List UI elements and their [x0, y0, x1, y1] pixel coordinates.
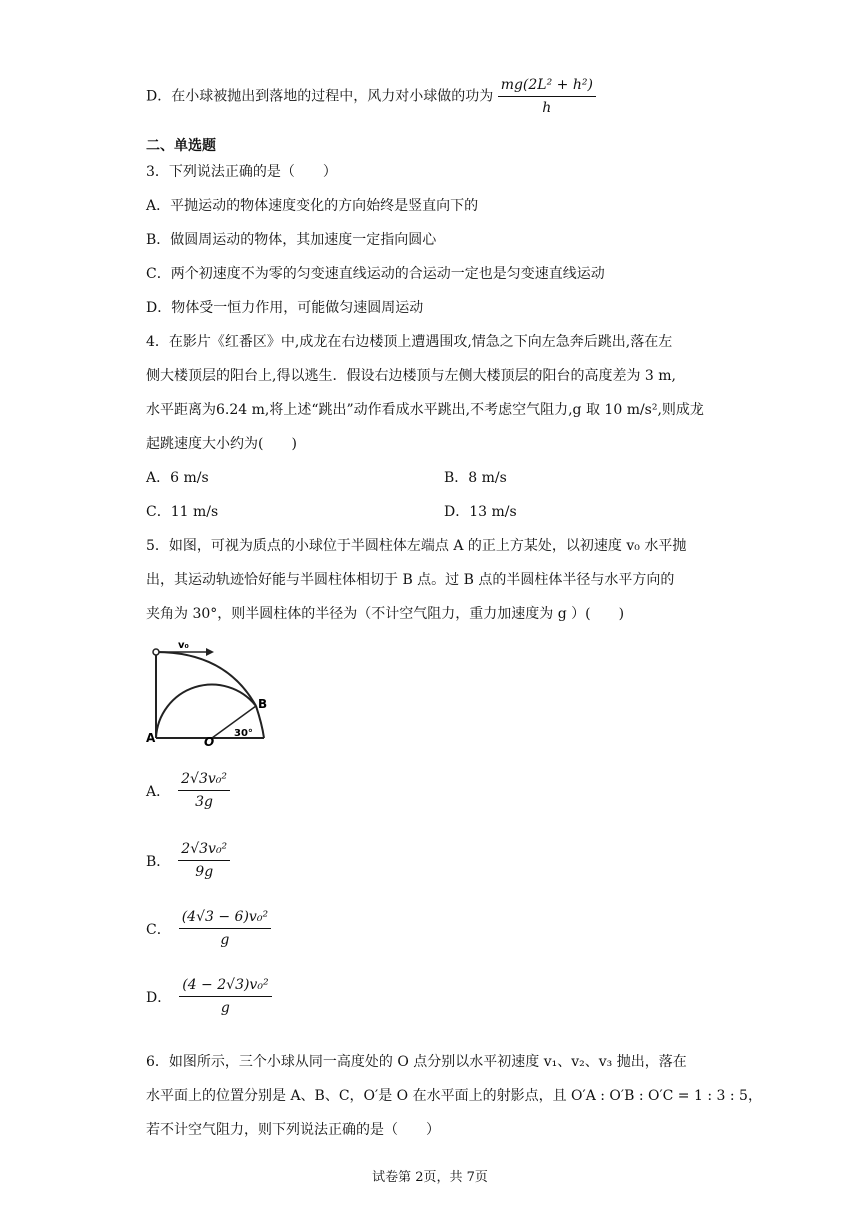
q2-option-d-fraction [498, 76, 596, 117]
q4-line-3: 水平距离为6.24 m,将上述“跳出”动作看成水平跳出,不考虑空气阻力,g 取 10 m/s²,则成龙 [146, 402, 704, 418]
velocity-arrowhead [206, 648, 214, 656]
q2-option-d-text: D．在小球被抛出到落地的过程中，风力对小球做的功为 [146, 88, 494, 105]
q5-option-b-denominator: 9g [195, 864, 214, 880]
q5-option-c-denominator: g [220, 932, 230, 948]
q5-option-a-fraction [178, 770, 230, 811]
q3-option-b: B．做圆周运动的物体，其加速度一定指向圆心 [146, 232, 437, 248]
q4-option-d: D．13 m/s [444, 504, 517, 520]
q2-option-d-numerator: mg(2L² + h²) [498, 76, 596, 97]
q5-option-a-label: A． [146, 783, 171, 800]
q5-line-3: 夹角为 30°，则半圆柱体的半径为（不计空气阻力，重力加速度为 g ）( ) [146, 606, 625, 622]
q5-option-c-fraction [179, 908, 271, 949]
label-b: B [258, 697, 268, 711]
ball [153, 649, 159, 655]
q5-option-d [146, 976, 272, 1017]
q6-line-1: 6．如图所示，三个小球从同一高度处的 O 点分别以水平初速度 v₁、v₂、v₃ 抛出，落在 [146, 1054, 687, 1070]
q5-option-d-label: D． [146, 989, 172, 1006]
label-a: A [146, 731, 156, 745]
q4-option-a: A．6 m/s [146, 470, 209, 486]
q5-option-a [146, 770, 230, 811]
q5-option-c-numerator: (4√3 − 6)v₀² [179, 908, 271, 929]
q5-line-2: 出，其运动轨迹恰好能与半圆柱体相切于 B 点。过 B 点的半圆柱体半径与水平方向的 [146, 572, 675, 588]
q5-option-a-denominator: 3g [195, 794, 213, 810]
q3-option-d: D．物体受一恒力作用，可能做匀速圆周运动 [146, 300, 424, 316]
q5-option-c [146, 908, 271, 949]
trajectory-arc [156, 652, 256, 706]
q5-option-a-numerator: 2√3v₀² [178, 770, 230, 791]
q5-figure [146, 642, 276, 750]
q2-option-d [146, 76, 596, 117]
q4-line-1: 4．在影片《红番区》中,成龙在右边楼顶上遭遇围攻,情急之下向左急奔后跳出,落在左 [146, 334, 673, 350]
section-title: 二、单选题 [146, 138, 216, 154]
q4-option-b: B．8 m/s [444, 470, 507, 486]
v0-label: v₀ [178, 642, 189, 651]
q5-option-b-label: B． [146, 853, 171, 870]
q5-option-d-denominator: g [220, 1000, 230, 1016]
q6-line-3: 若不计空气阻力，则下列说法正确的是（ ） [146, 1122, 440, 1138]
q5-line-1: 5．如图，可视为质点的小球位于半圆柱体左端点 A 的正上方某处，以初速度 v₀ 水平抛 [146, 538, 687, 554]
q5-option-d-numerator: (4 − 2√3)v₀² [179, 976, 271, 997]
q2-option-d-denominator: h [542, 100, 552, 116]
q4-line-2: 侧大楼顶层的阳台上,得以逃生．假设右边楼顶与左侧大楼顶层的阳台的高度差为 3 m, [146, 368, 676, 384]
q3-option-a: A．平抛运动的物体速度变化的方向始终是竖直向下的 [146, 198, 479, 214]
page-footer: 试卷第 2页，共 7页 [372, 1170, 488, 1185]
q5-option-b [146, 840, 230, 881]
q4-option-c: C．11 m/s [146, 504, 219, 520]
angle-label: 30° [234, 728, 253, 739]
q4-line-4: 起跳速度大小约为( ) [146, 436, 297, 452]
q5-option-b-fraction [178, 840, 230, 881]
q3-option-c: C．两个初速度不为零的匀变速直线运动的合运动一定也是匀变速直线运动 [146, 266, 605, 282]
q5-option-d-fraction [179, 976, 271, 1017]
label-o: O [204, 735, 215, 746]
q5-diagram [146, 642, 276, 746]
q5-option-b-numerator: 2√3v₀² [178, 840, 230, 861]
q6-line-2: 水平面上的位置分别是 A、B、C，O′是 O 在水平面上的射影点，且 O′A : O′B : O′C = 1 : 3 : 5， [146, 1088, 762, 1104]
q5-option-c-label: C． [146, 921, 171, 938]
q3-stem: 3．下列说法正确的是（ ） [146, 164, 337, 180]
